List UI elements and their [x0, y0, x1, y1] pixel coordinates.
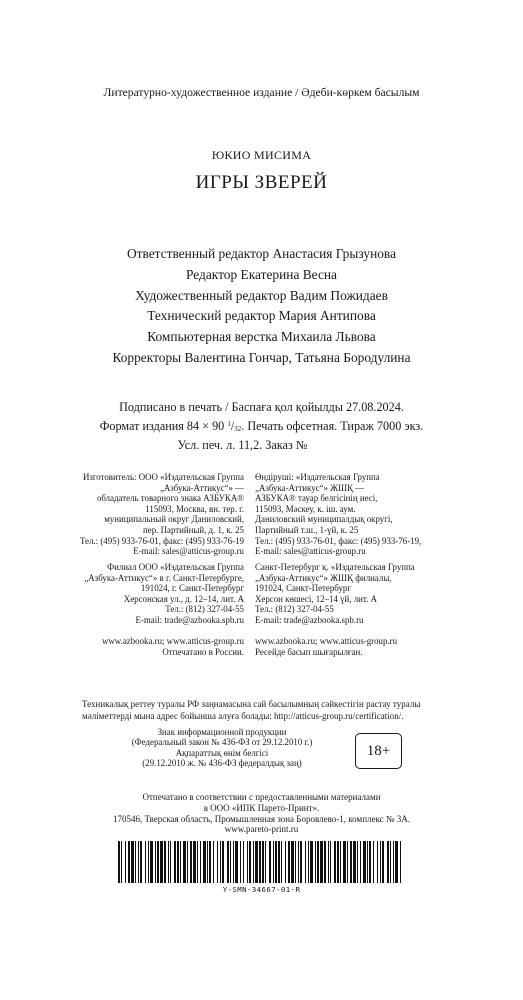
publication-details	[0, 399, 523, 454]
credit-line: Ответственный редактор Анастасия Грызунова	[126, 246, 397, 261]
imprint-left-web: www.azbooka.ru; www.atticus-group.ru Отпечатано в России.	[101, 636, 244, 657]
credit-line: Художественный редактор Вадим Пожидаев	[135, 287, 388, 303]
author-name: ЮКИО МИСИМА	[211, 148, 312, 162]
info-sign-text: Знак информационной продукции (Федеральный закон № 436-ФЗ от 29.12.2010 г.) Ақпараттық өнім белгісі (29.12.2010 ж. № 436-ФЗ федералдық заң)	[131, 727, 313, 769]
imprint-right-web: www.azbooka.ru; www.atticus-group.ru Ресейде басып шығарылған.	[255, 636, 398, 657]
barcode-image	[118, 841, 405, 883]
credit-line: Редактор Екатерина Весна	[186, 266, 337, 282]
credit-line: Технический редактор Мария Антипова	[147, 308, 376, 324]
imprint-right-manufacturer: Өндіруші: «Издательская Группа „Азбука-Аттикус“» ЖШҚ — АЗБУКА® тауар белгісінің иесі, 115093, Мәскеу, к. іш. аум. Даниловский муниципалдық округі, Партийный т.ш., 1-үй, к. 25 Тел.: (495) 933-76-01, факс: (495) 933-76-19, E-mail: sales@atticus-group.ru	[255, 472, 422, 557]
format-line: Формат издания 84 × 90 $^1$/32. Печать офсетная. Тираж 7000 экз.	[99, 418, 424, 433]
imprint-right-branch: Санкт-Петербург қ. «Издательская Группа „Азбука-Аттикус“» ЖШҚ филиалы, 191024, Санкт-Петербург Херсон көшесі, 12–14 үй, лит. А Тел.: (812) 327-04-55 E-mail: trade@azbooka.spb.ru	[255, 562, 415, 625]
imprint-left-manufacturer: Изготовитель: ООО «Издательская Группа „Азбука-Аттикус“» — обладатель товарного знака АЗБУКА® 115093, Москва, вн. тер. г. муниципальный округ Даниловский, пер. Партийный, д. 1, к. 25 Тел.: (495) 933-76-01, факс: (495) 933-76-19 E-mail: sales@atticus-group.ru	[79, 472, 244, 557]
imprint-left-branch: Филиал ООО «Издательская Группа „Азбука-Аттикус“» в г. Санкт-Петербурге, 191024, г. Санкт-Петербург Херсонская ул., д. 12–14, лит. А Тел.: (812) 327-04-55 E-mail: trade@azbooka.spb.ru	[84, 562, 244, 625]
barcode-code: Y-SMN-34667-01-R	[222, 885, 301, 894]
signed-line: Подписано в печать / Баспаға қол қойылды 27.08.2024.	[119, 400, 404, 414]
printer-info: Отпечатано в соответствии с предоставленными материалами в ООО «ИПК Парето-Принт». 170546, Тверская область, Промышленная зона Боровлево-1, комплекс № 3А. www.pareto-print.ru	[113, 792, 410, 835]
editorial-credits	[0, 244, 523, 369]
order-line: Усл. печ. л. 11,2. Заказ №	[177, 438, 308, 452]
book-title: ИГРЫ ЗВЕРЕЙ	[195, 172, 328, 193]
age-rating-badge: 18+	[355, 733, 402, 769]
credit-line: Компьютерная верстка Михаила Львова	[147, 329, 376, 345]
credit-line: Корректоры Валентина Гончар, Татьяна Бородулина	[112, 349, 411, 365]
series-line: Литературно-художественное издание / Әдеби-көркем басылым	[103, 86, 420, 99]
technical-regulation-note: Техникалық реттеу туралы РФ заңнамасына сай басылымның сәйкестігін растау туралы мәліметтерді мына адрес бойынша алуға болады: http://atticus-group.ru/certification/.	[82, 699, 421, 721]
